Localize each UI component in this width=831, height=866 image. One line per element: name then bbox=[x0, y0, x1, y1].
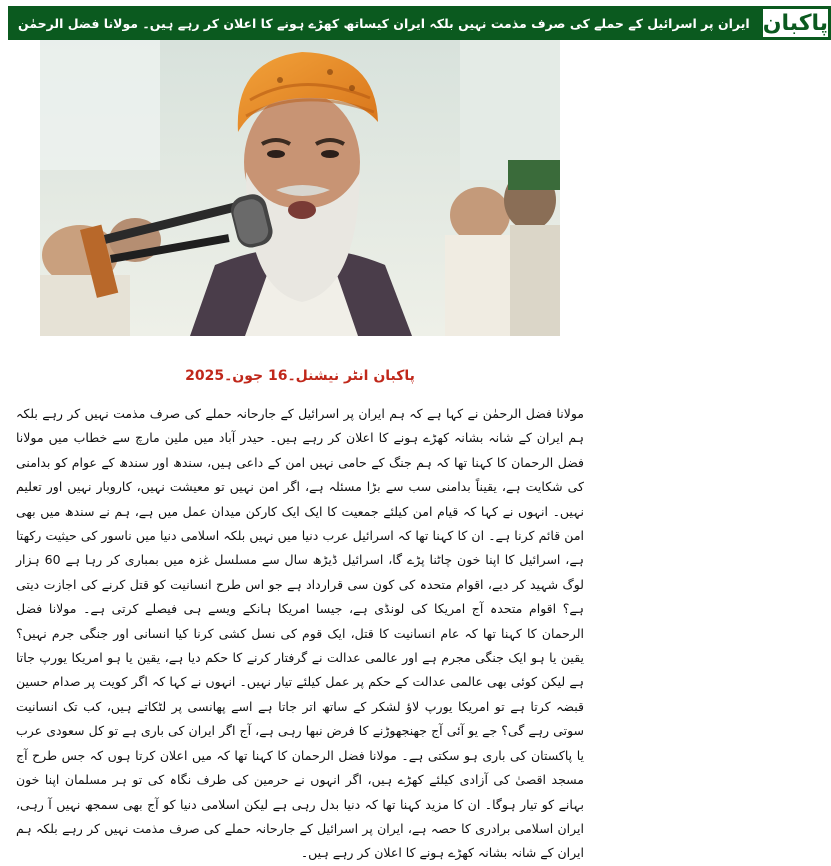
dateline: پاکبان انٹر نیشنل۔16 جون۔2025 bbox=[185, 368, 415, 384]
header-bar bbox=[8, 6, 829, 40]
article-paragraph: مولانا فضل الرحمٰن نے کہا ہے کہ ہم ایران پر اسرائیل کے جارحانہ حملے کی صرف مذمت نہیں کر رہے بلکہ ہم ایران کے شانہ بشانہ کھڑے ہونے کا اعلان کر رہے ہیں۔ حیدر آباد میں ملین مارچ سے خطاب میں مولانا فضل الرحمان کا کہنا تھا کہ ہم جنگ کے حامی نہیں امن کے داعی ہیں، سندھ اور سندھ کے عوام کو بدامنی کی شکایت ہے، یقیناً بدامنی سب سے بڑا مسئلہ ہے، اگر امن نہیں تو معیشت نہیں، کاروبار نہیں اور تعلیم نہیں۔ انہوں نے کہا کہ قیام امن کیلئے جمعیت کا ایک ایک کارکن میدان عمل میں ہے، ہم نے سندھ میں بھی امن قائم کرنا ہے۔ ان کا کہنا تھا کہ اسرائیل عرب دنیا میں نہیں بلکہ اسلامی دنیا میں ناسور کی حیثیت رکھتا ہے، اسرائیل کا اپنا خون چاٹنا پڑے گا، اسرائیل ڈیڑھ سال سے مسلسل غزہ میں بمباری کر رہا ہے 60 ہزار لوگ شہید کر دیے، اقوام متحدہ کی کون سی قرارداد ہے جو اس طرح انسانیت کو قتل کرنے کی اجازت دیتی ہے؟ اقوام متحدہ آج امریکا کی لونڈی ہے، جیسا امریکا ہانکے ویسے ہی فیصلے کرتی ہے۔ مولانا فضل الرحمان کا کہنا تھا کہ عام انسانیت کا قتل، ایک قوم کی نسل کشی کرنا کیا انسانی اور جنگی جرم نہیں؟ یقین یا ہو ایک جنگی مجرم ہے اور عالمی عدالت نے گرفتار کرنے کا حکم دیا ہے، یقین یا ہو امریکا یورپ جاتا ہے لیکن کوئی بھی عالمی عدالت کے حکم پر عمل کیلئے تیار نہیں۔ انہوں نے کہا کہ اگر کویت پر صدام حسین قبضہ کرتا ہے تو امریکا یورپ لاؤ لشکر کے ساتھ اتر جاتا ہے اسے پھانسی پر لٹکاتے ہیں، کب تک انسانیت سوتی رہے گی؟ جے یو آئی آج جھنجھوڑنے کا فرض نبھا رہی ہے، آج اگر ایران کی باری ہے تو کل سعودی عرب یا پاکستان کی باری ہو سکتی ہے۔ مولانا فضل الرحمان کا کہنا تھا کہ میں اعلان کرتا ہوں کہ جس طرح آج مسجد اقصیٰ کی آزادی کیلئے کھڑے ہیں، اگر انہوں نے حرمین کی طرف نگاہ کی تو ہر مسلمان اپنا خون بہانے کو تیار ہوگا۔ ان کا مزید کہنا تھا کہ دنیا بدل رہی ہے لیکن اسلامی دنیا کو آج بھی سمجھ نہیں آ رہی، ایران اسلامی برادری کا حصہ ہے، ایران پر اسرائیل کے جارحانہ حملے کی صرف مذمت نہیں کر رہے بلکہ ہم ایران کے شانہ بشانہ کھڑے ہونے کا اعلان کر رہے ہیں۔ bbox=[16, 406, 584, 861]
brand-logo: پاکبان bbox=[760, 6, 831, 40]
article-photo bbox=[40, 40, 560, 336]
article-body bbox=[16, 402, 584, 866]
headline: ایران پر اسرائیل کے حملے کی صرف مذمت نہیں بلکہ ایران کیساتھ کھڑے ہونے کا اعلان کر رہے ہیں۔ مولانا فضل الرحمٰن bbox=[8, 6, 760, 40]
